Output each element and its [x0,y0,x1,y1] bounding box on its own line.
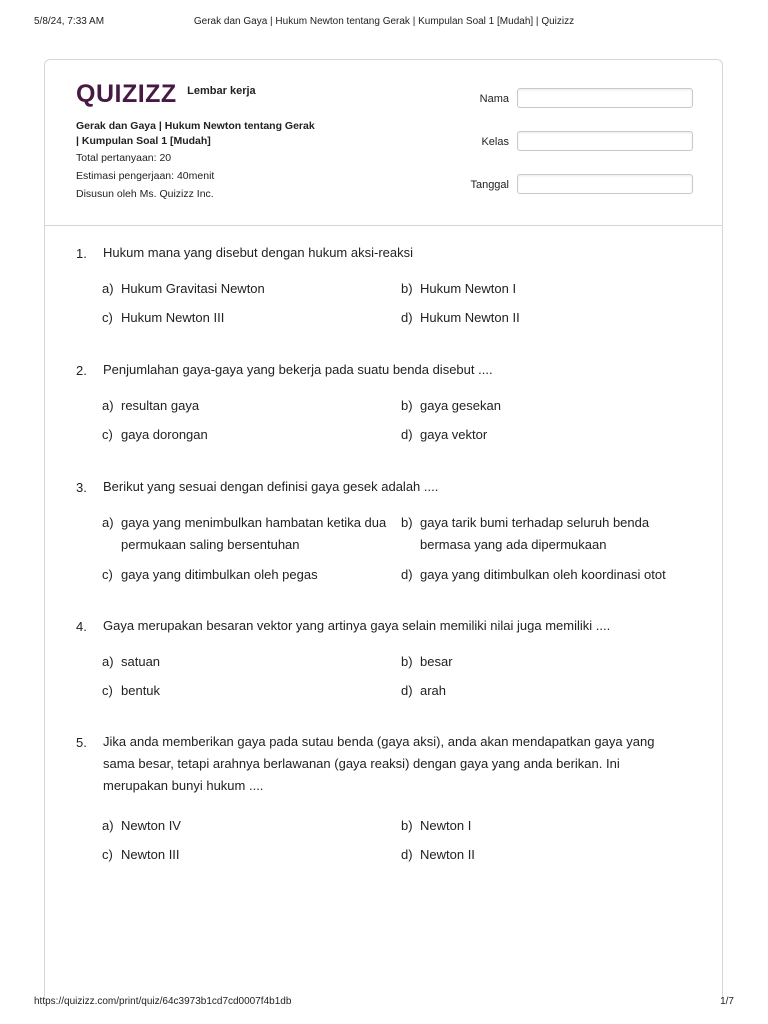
option-text: bentuk [121,683,161,698]
option-letter: d) [401,683,413,698]
option-letter: d) [401,847,413,862]
option-text: gaya gesekan [420,398,501,413]
author: Disusun oleh Ms. Quizizz Inc. [76,188,214,200]
question-text: Hukum mana yang disebut dengan hukum aksi-reaksi [103,245,414,260]
option-letter: c) [102,847,113,862]
option-letter: a) [102,281,114,296]
option-text: arah [420,683,447,698]
total-questions: Total pertanyaan: 20 [76,152,172,164]
option-text: satuan [121,654,161,669]
option-text: gaya yang menimbulkan hambatan ketika dua permukaan saling bersentuhan [121,515,387,552]
option-text: besar [420,654,453,669]
print-datetime: 5/8/24, 7:33 AM [34,16,105,27]
question-number: 4. [76,619,87,634]
option-text: gaya dorongan [121,427,208,442]
print-title: Gerak dan Gaya | Hukum Newton tentang Gerak | Kumpulan Soal 1 [Mudah] | Quizizz [193,16,575,27]
question-number: 5. [76,735,87,750]
option-letter: a) [102,818,114,833]
option-letter: b) [401,818,413,833]
question-text: Jika anda memberikan gaya pada sutau benda (gaya aksi), anda akan mendapatkan gaya yang sama besar, tetapi arahnya berlawanan (gaya reaksi) dengan gaya yang anda berikan. Ini merupakan bunyi hukum .... [103,734,655,793]
estimated-time: Estimasi pengerjaan: 40menit [76,170,215,182]
logo-row [76,80,256,106]
quiz-title: Gerak dan Gaya | Hukum Newton tentang Gerak | Kumpulan Soal 1 [Mudah] [76,120,315,147]
option-letter: c) [102,683,113,698]
option-letter: d) [401,567,413,582]
option-letter: d) [401,427,413,442]
option-letter: b) [401,398,413,413]
class-label: Kelas [481,136,509,148]
option-letter: d) [401,310,413,325]
print-header [34,16,734,30]
option-text: Newton I [420,818,472,833]
option-letter: c) [102,567,113,582]
question-number: 3. [76,480,87,495]
option-text: Hukum Newton II [420,310,520,325]
print-url: https://quizizz.com/print/quiz/64c3973b1cd7cd0007f4b1db [34,996,292,1007]
question-text: Gaya merupakan besaran vektor yang artinya gaya selain memiliki nilai juga memiliki .... [103,618,611,633]
question-text: Berikut yang sesuai dengan definisi gaya gesek adalah .... [103,479,439,494]
option-text: gaya yang ditimbulkan oleh pegas [121,567,318,582]
name-field[interactable] [517,88,693,108]
option-text: Newton III [121,847,180,862]
option-letter: b) [401,515,413,530]
print-footer [34,996,734,1010]
option-text: resultan gaya [121,398,200,413]
option-letter: b) [401,281,413,296]
question-number: 1. [76,246,87,261]
option-text: gaya vektor [420,427,488,442]
option-text: Newton IV [121,818,181,833]
question-text: Penjumlahan gaya-gaya yang bekerja pada suatu benda disebut .... [103,362,493,377]
date-label: Tanggal [470,179,509,191]
option-letter: b) [401,654,413,669]
question-number: 2. [76,363,87,378]
page-number: 1/7 [720,996,734,1007]
option-letter: a) [102,515,114,530]
class-field[interactable] [517,131,693,151]
worksheet-subtitle: Lembar kerja [187,84,256,97]
option-text: Hukum Newton I [420,281,517,296]
option-letter: c) [102,427,113,442]
worksheet [44,59,723,999]
name-label: Nama [479,93,509,105]
option-text: Newton II [420,847,475,862]
option-text: gaya yang ditimbulkan oleh koordinasi otot [420,567,666,582]
option-text: gaya tarik bumi terhadap seluruh benda bermasa yang ada dipermukaan [420,515,650,552]
option-letter: c) [102,310,113,325]
option-text: Hukum Gravitasi Newton [121,281,265,296]
option-text: Hukum Newton III [121,310,225,325]
worksheet-header [45,60,722,226]
option-letter: a) [102,654,114,669]
option-letter: a) [102,398,114,413]
date-field[interactable] [517,174,693,194]
quizizz-logo: QUIZIZZ [76,80,177,108]
